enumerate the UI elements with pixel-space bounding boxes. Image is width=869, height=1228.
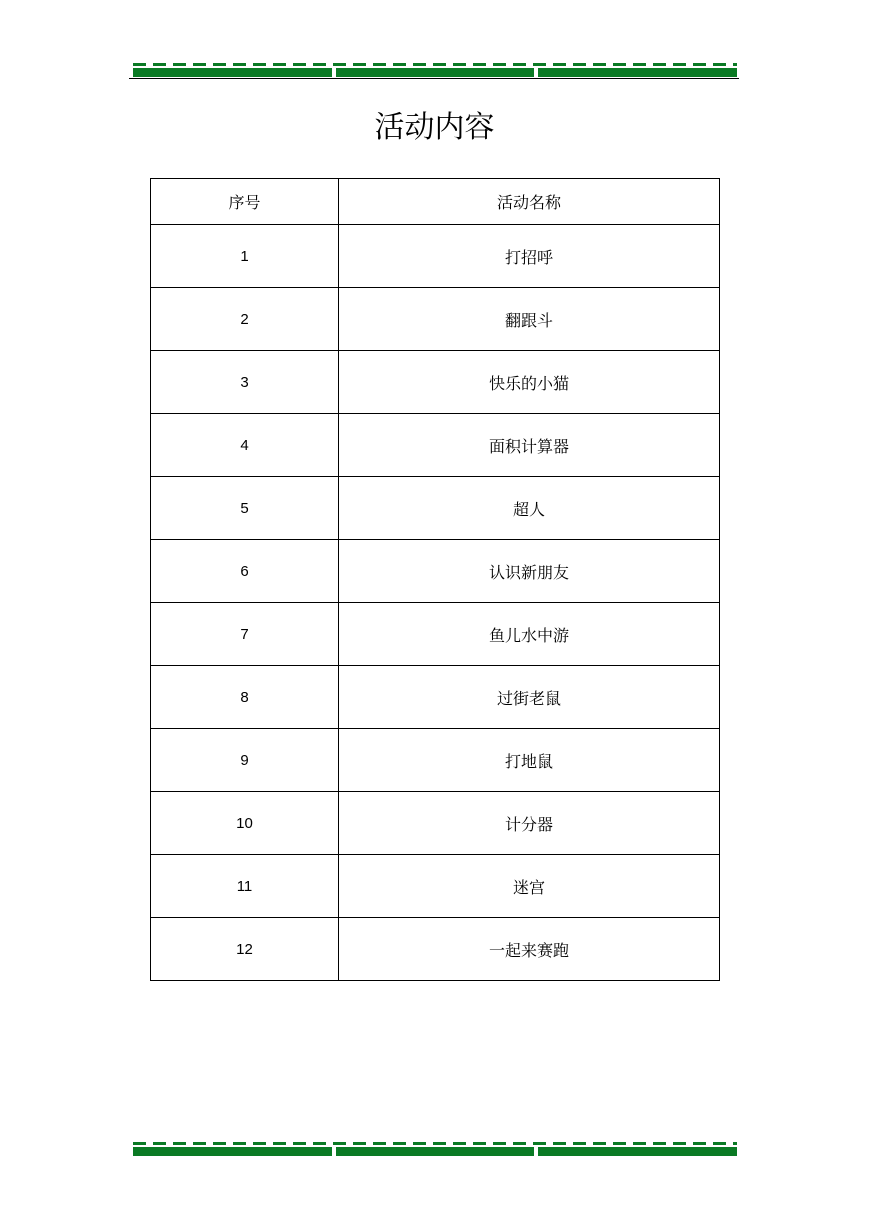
table-row bbox=[151, 603, 720, 666]
activity-name: 超人 bbox=[339, 477, 720, 540]
row-number: 7 bbox=[151, 603, 339, 666]
row-number: 11 bbox=[151, 855, 339, 918]
table-row bbox=[151, 225, 720, 288]
row-number: 5 bbox=[151, 477, 339, 540]
row-number: 4 bbox=[151, 414, 339, 477]
column-header-name: 活动名称 bbox=[339, 179, 720, 225]
row-number: 3 bbox=[151, 351, 339, 414]
header-green-bar bbox=[133, 68, 737, 77]
header-decorative-border bbox=[133, 63, 737, 77]
table-row bbox=[151, 792, 720, 855]
activity-name: 翻跟斗 bbox=[339, 288, 720, 351]
row-number: 8 bbox=[151, 666, 339, 729]
table-header-row bbox=[151, 179, 720, 225]
table-row bbox=[151, 414, 720, 477]
activity-name: 迷宫 bbox=[339, 855, 720, 918]
table-row bbox=[151, 918, 720, 981]
table-row bbox=[151, 729, 720, 792]
activity-name: 鱼儿水中游 bbox=[339, 603, 720, 666]
page-title: 活动内容 bbox=[374, 110, 495, 145]
activity-name: 打招呼 bbox=[339, 225, 720, 288]
header-rule bbox=[129, 78, 739, 79]
table-row bbox=[151, 477, 720, 540]
table-row bbox=[151, 351, 720, 414]
row-number: 6 bbox=[151, 540, 339, 603]
table-row bbox=[151, 666, 720, 729]
row-number: 2 bbox=[151, 288, 339, 351]
footer-dash-line bbox=[133, 1142, 737, 1145]
row-number: 12 bbox=[151, 918, 339, 981]
row-number: 10 bbox=[151, 792, 339, 855]
footer-green-bar bbox=[133, 1147, 737, 1156]
table-row bbox=[151, 540, 720, 603]
activity-name: 面积计算器 bbox=[339, 414, 720, 477]
column-header-number: 序号 bbox=[151, 179, 339, 225]
activity-name: 快乐的小猫 bbox=[339, 351, 720, 414]
activity-name: 认识新朋友 bbox=[339, 540, 720, 603]
activity-name: 打地鼠 bbox=[339, 729, 720, 792]
table-row bbox=[151, 288, 720, 351]
activity-name: 过街老鼠 bbox=[339, 666, 720, 729]
activity-table bbox=[150, 178, 720, 981]
footer-decorative-border bbox=[133, 1142, 737, 1156]
table-row bbox=[151, 855, 720, 918]
activity-name: 一起来赛跑 bbox=[339, 918, 720, 981]
row-number: 9 bbox=[151, 729, 339, 792]
row-number: 1 bbox=[151, 225, 339, 288]
header-dash-line bbox=[133, 63, 737, 66]
activity-name: 计分器 bbox=[339, 792, 720, 855]
